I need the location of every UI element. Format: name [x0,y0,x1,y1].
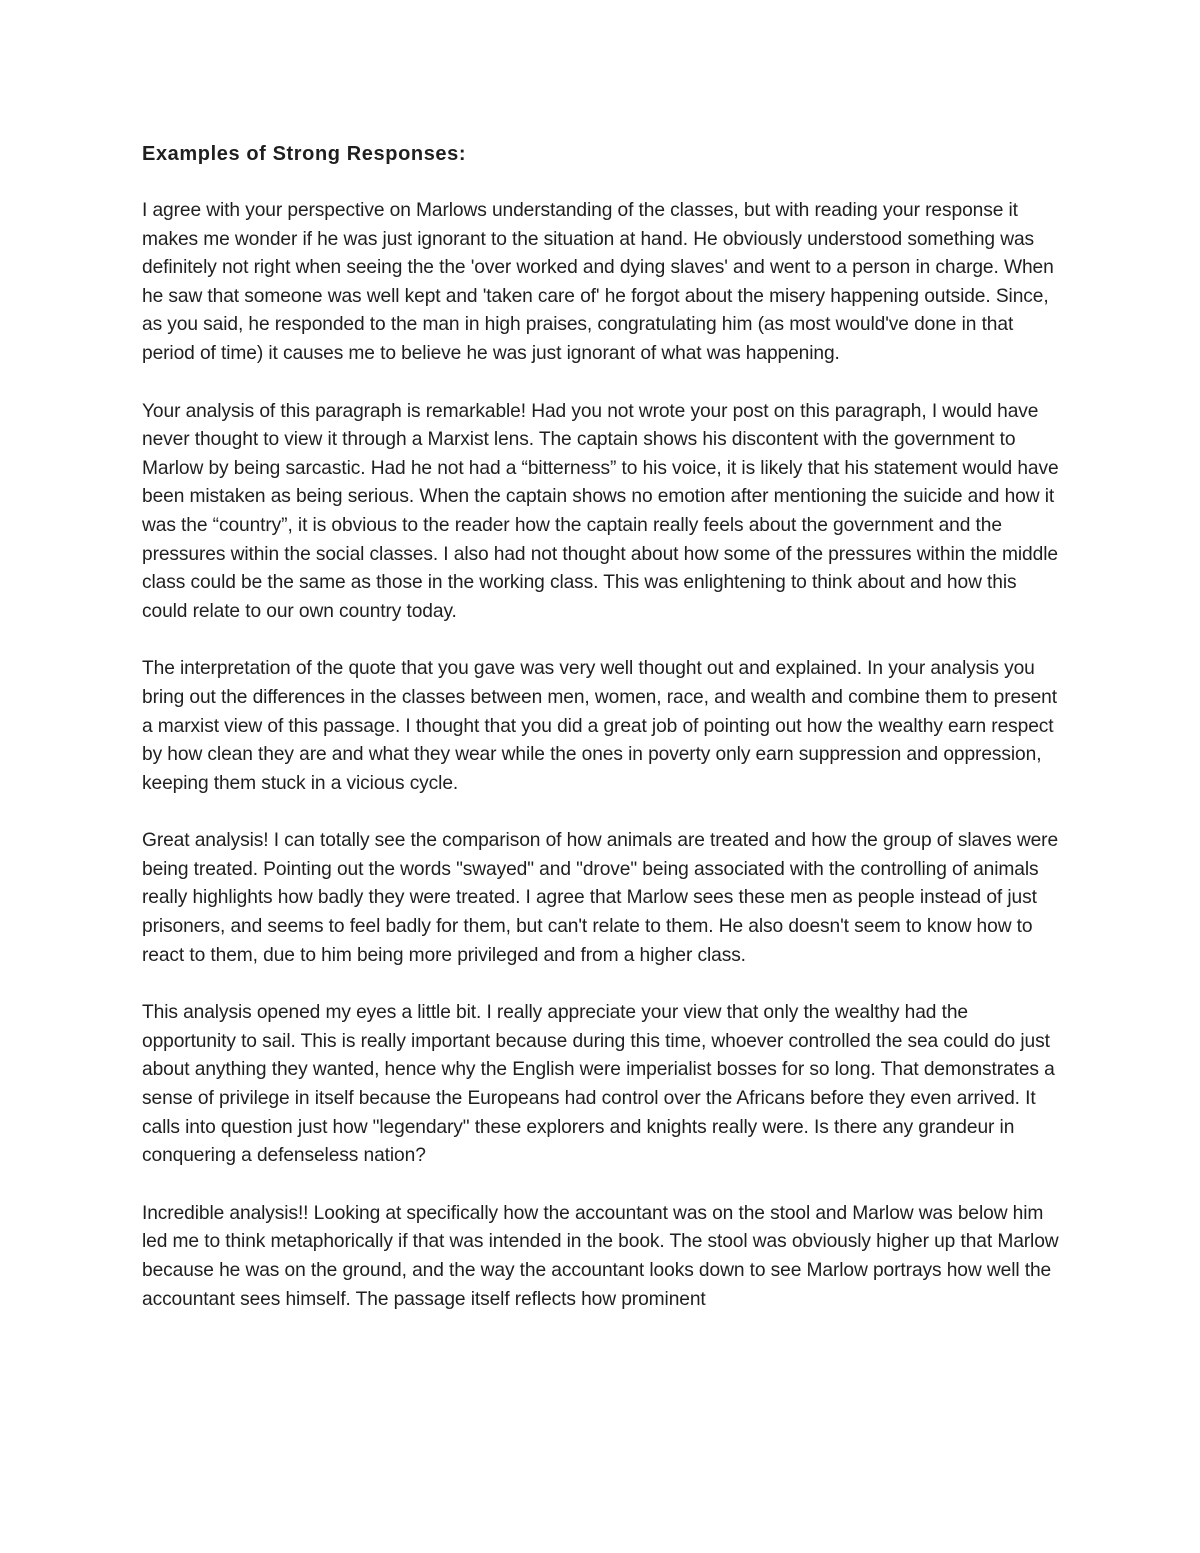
response-paragraph-1: I agree with your perspective on Marlows understanding of the classes, but with reading your response it makes me wonder if he was just ignorant to the situation at hand. He obviously understood something was definitely not right when seeing the the 'over worked and dying slaves' and went to a person in charge. When he saw that someone was well kept and 'taken care of' he forgot about the misery happening outside. Since, as you said, he responded to the man in high praises, congratulating him (as most would've done in that period of time) it causes me to believe he was just ignorant of what was happening. [142,200,1054,364]
response-paragraph-2: Your analysis of this paragraph is remarkable! Had you not wrote your post on this paragraph, I would have never thought to view it through a Marxist lens. The captain shows his discontent with the government to Marlow by being sarcastic. Had he not had a “bitterness” to his voice, it is likely that his statement would have been mistaken as being serious. When the captain shows no emotion after mentioning the suicide and how it was the “country”, it is obvious to the reader how the captain really feels about the government and the pressures within the social classes. I also had not thought about how some of the pressures within the middle class could be the same as those in the working class. This was enlightening to think about and how this could relate to our own country today. [142,400,1059,622]
response-paragraph-6: Incredible analysis!! Looking at specifically how the accountant was on the stool and Marlow was below him led me to think metaphorically if that was intended in the book. The stool was obviously higher up that Marlow because he was on the ground, and the way the accountant looks down to see Marlow portrays how well the accountant sees himself. The passage itself reflects how prominent [142,1202,1059,1310]
response-paragraph-5: This analysis opened my eyes a little bit. I really appreciate your view that only the wealthy had the opportunity to sail. This is really important because during this time, whoever controlled the sea could do just about anything they wanted, hence why the English were imperialist bosses for so long. That demonstrates a sense of privilege in itself because the Europeans had control over the Africans before they even arrived. It calls into question just how "legendary" these explorers and knights really were. Is there any grandeur in conquering a defenseless nation? [142,1002,1055,1167]
response-paragraph-4: Great analysis! I can totally see the comparison of how animals are treated and how the group of slaves were being treated. Pointing out the words "swayed" and "drove" being associated with the controlling of animals really highlights how badly they were treated. I agree that Marlow sees these men as people instead of just prisoners, and seems to feel badly for them, but can't relate to them. He also doesn't seem to know how to react to them, due to him being more privileged and from a higher class. [142,830,1059,966]
document-page [142,140,1062,1343]
page-title: Examples of Strong Responses: [142,143,467,165]
response-paragraph-3: The interpretation of the quote that you gave was very well thought out and explained. In your analysis you bring out the differences in the classes between men, women, race, and wealth and combine them to present a marxist view of this passage. I thought that you did a great job of pointing out how the wealthy earn respect by how clean they are and what they wear while the ones in poverty only earn suppression and oppression, keeping them stuck in a vicious cycle. [142,658,1057,794]
